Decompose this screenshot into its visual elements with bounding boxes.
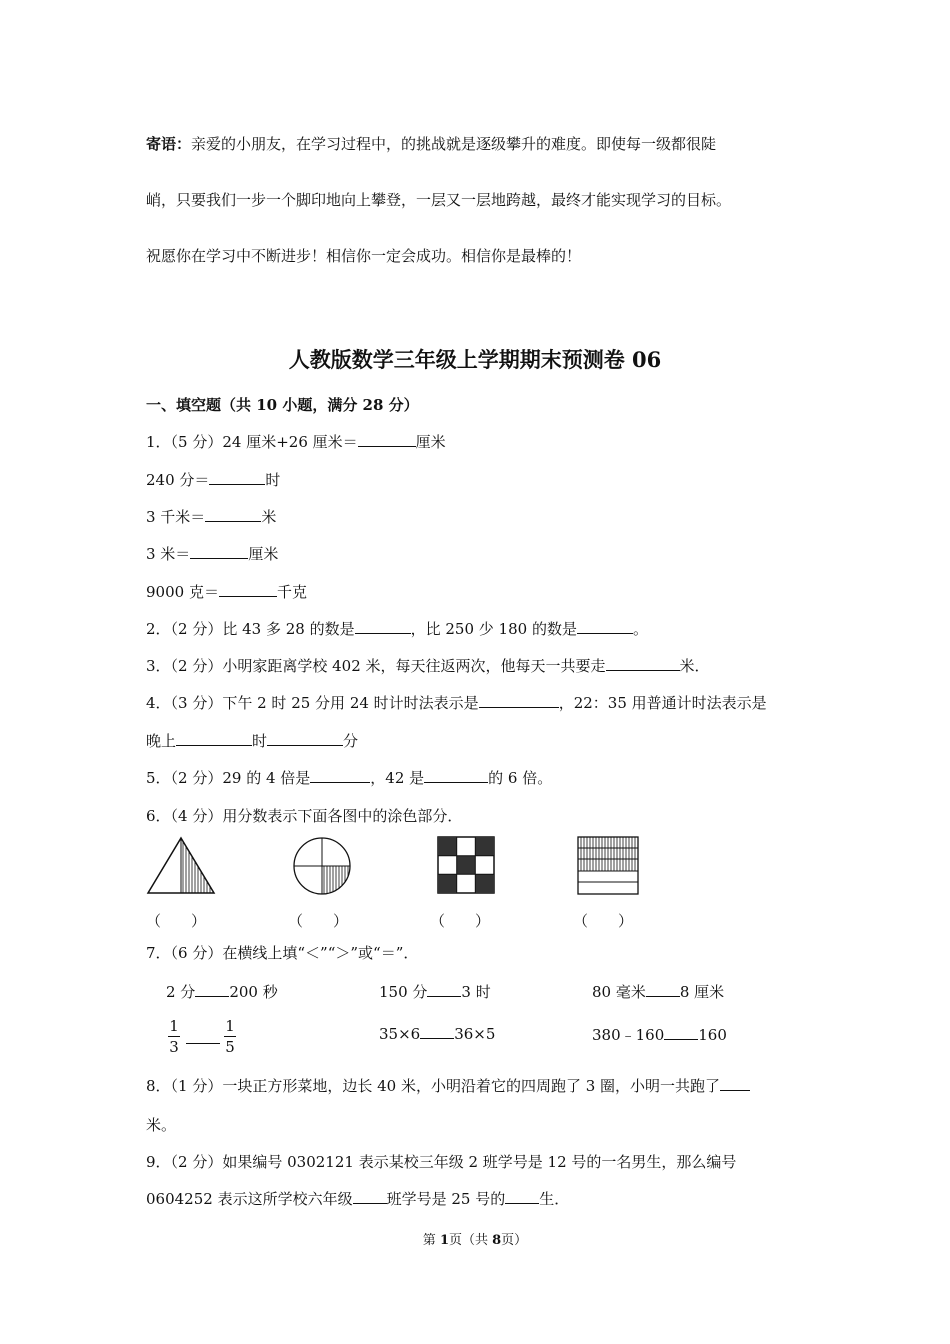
question-3: 3．（2 分）小明家距离学校 402 米，每天往返两次，他每天一共要走 米． — [146, 657, 710, 675]
question-5: 5．（2 分）29 的 4 倍是 ，42 是 的 6 倍。 — [146, 769, 553, 787]
answer-blank[interactable] — [195, 982, 229, 997]
page-footer: 第 1页（共 8页） — [422, 1233, 528, 1248]
section-heading: 一、填空题（共 10 小题，满分 28 分） — [146, 396, 419, 414]
answer-blank[interactable] — [427, 982, 461, 997]
question-4-line-1: 4．（3 分）下午 2 时 25 分用 24 时计时法表示是 ，22：35 用普通计时法表示是 — [146, 694, 767, 712]
page-number: 1 — [439, 1233, 449, 1248]
answer-blank[interactable] — [479, 693, 559, 708]
checkerboard-figure — [437, 836, 495, 894]
question-7: 7．（6 分）在横线上填“＜”“＞”或“＝”． — [146, 944, 419, 962]
answer-parentheses[interactable]: （ ） — [430, 912, 491, 930]
q1-line-c: 3 千米＝ 米 — [146, 508, 277, 526]
answer-blank[interactable] — [424, 768, 488, 783]
answer-blank[interactable] — [720, 1076, 750, 1091]
q1-line-d: 3 米＝ 厘米 — [146, 545, 279, 563]
answer-blank[interactable] — [606, 656, 680, 671]
answer-blank[interactable] — [209, 470, 265, 485]
answer-parentheses[interactable]: （ ） — [573, 912, 634, 930]
answer-blank[interactable] — [186, 1029, 220, 1044]
answer-parentheses[interactable]: （ ） — [146, 912, 207, 930]
fraction-one-fifth: 1 5 — [225, 1017, 235, 1056]
answer-blank[interactable] — [664, 1025, 698, 1040]
question-8-line-2: 米。 — [146, 1116, 177, 1134]
answer-blank[interactable] — [190, 544, 248, 559]
answer-blank[interactable] — [353, 1189, 387, 1204]
rectangle-bars-figure — [577, 836, 639, 896]
answer-blank[interactable] — [505, 1189, 539, 1204]
compare-item: 150 分 3 时 — [379, 983, 491, 1001]
answer-blank[interactable] — [358, 432, 416, 447]
answer-blank[interactable] — [176, 731, 252, 746]
answer-blank[interactable] — [420, 1024, 454, 1039]
answer-blank[interactable] — [577, 619, 633, 634]
message-text-1: 亲爱的小朋友，在学习过程中，的挑战就是逐级攀升的难度。即使每一级都很陡 — [191, 135, 717, 153]
message-line-2: 峭，只要我们一步一个脚印地向上攀登，一层又一层地跨越，最终才能实现学习的目标。 — [146, 191, 732, 209]
compare-item: 380﹣160 160 — [592, 1026, 727, 1044]
page-title: 人教版数学三年级上学期期末预测卷 06 — [288, 347, 662, 372]
question-9-line-2: 0604252 表示这所学校六年级 班学号是 25 号的 生． — [146, 1190, 570, 1208]
circle-figure — [290, 836, 354, 896]
question-8-line-1: 8．（1 分）一块正方形菜地，边长 40 米，小明沿着它的四周跑了 3 圈，小明一共跑了 — [146, 1075, 750, 1096]
answer-blank[interactable] — [219, 582, 277, 597]
compare-item: 35×6 36×5 — [379, 1025, 496, 1043]
question-6: 6．（4 分）用分数表示下面各图中的涂色部分． — [146, 807, 463, 825]
answer-blank[interactable] — [205, 507, 261, 522]
answer-parentheses[interactable]: （ ） — [288, 912, 349, 930]
question-4-line-2: 晚上 时 分 — [146, 732, 359, 750]
answer-blank[interactable] — [310, 768, 370, 783]
message-line-1 — [146, 133, 716, 154]
question-2: 2．（2 分）比 43 多 28 的数是 ，比 250 少 180 的数是 。 — [146, 620, 648, 638]
question-9-line-1: 9．（2 分）如果编号 0302121 表示某校三年级 2 班学号是 12 号的一名男生，那么编号 — [146, 1153, 737, 1171]
q1-line-b: 240 分＝ 时 — [146, 471, 281, 489]
q1-line-e: 9000 克＝ 千克 — [146, 583, 307, 601]
message-label: 寄语： — [146, 135, 192, 153]
compare-item: 80 毫米 8 厘米 — [592, 983, 725, 1001]
answer-blank[interactable] — [646, 982, 680, 997]
q1-line-a: 1．（5 分）24 厘米+26 厘米＝ 厘米 — [146, 433, 446, 451]
message-line-3: 祝愿你在学习中不断进步！相信你一定会成功。相信你是最棒的！ — [146, 247, 582, 265]
shaded-region — [578, 837, 638, 871]
compare-item: 2 分 200 秒 — [166, 983, 278, 1001]
answer-blank[interactable] — [355, 619, 411, 634]
fraction-one-third: 1 3 — [169, 1017, 179, 1056]
answer-blank[interactable] — [267, 731, 343, 746]
page-total: 8 — [492, 1233, 502, 1248]
triangle-figure — [146, 836, 216, 896]
